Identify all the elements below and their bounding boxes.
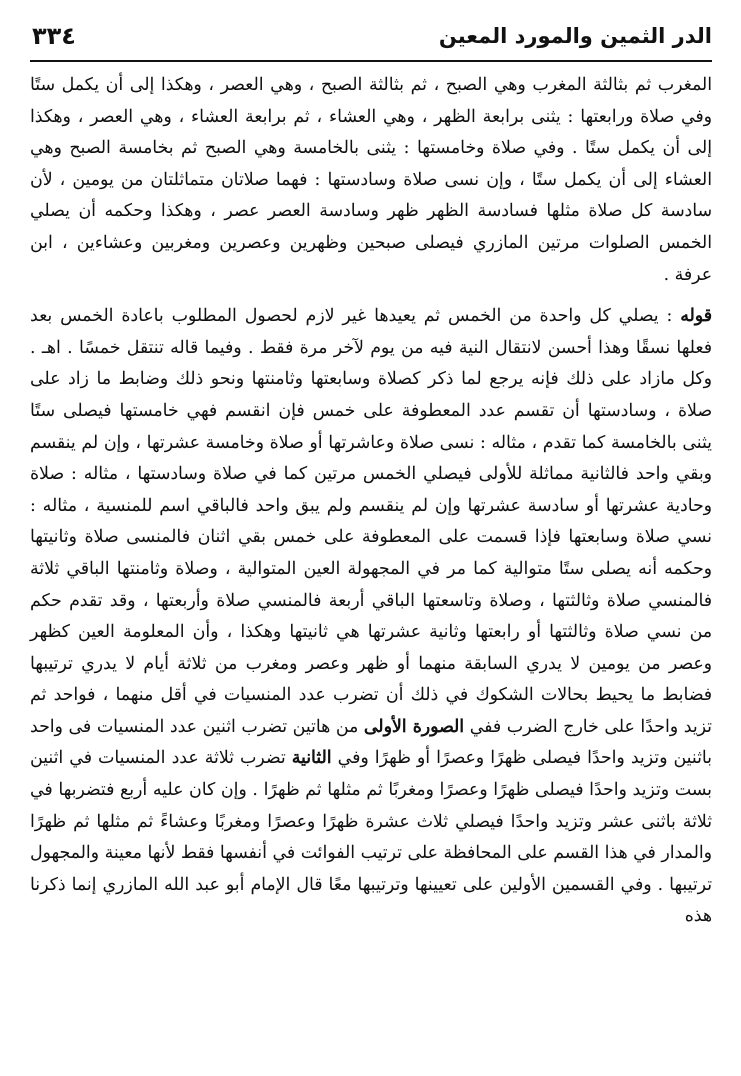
paragraph-1: المغرب ثم بثالثة المغرب وهي الصبح ، ثم بثالثة الصبح ، وهي العصر ، وهكذا إلى أن يكمل ستًا وفي صلاة ورابعتها : يثنى برابعة الظهر ، وهي العشاء ، ثم برابعة العشاء ، وهي العصر ، وهكذا إلى أن يكمل ستًا . وفي صلاة وخامستها : يثنى بالخامسة وهي الصبح ثم بخامسة الصبح وهي العشاء إلى أن يكمل ستًا ، وإن نسى صلاة وسادستها : فهما صلاتان متماثلتان من يومين ، لأن سادسة كل صلاة مثلها فسادسة الظهر ظهر وسادسة العصر عصر ، وهكذا وحكمه أن يصلي الخمس الصلوات مرتين المازري فيصلى صبحين وظهرين وعصرين ومغربين وعشاءين ، ابن عرفة . — [30, 75, 712, 285]
bold-term-second-form: الثانية — [291, 748, 332, 769]
page-number: ٣٣٤ — [32, 22, 76, 50]
book-page — [30, 22, 712, 1052]
bold-term-first-form: الصورة الأولى — [363, 716, 465, 737]
paragraph-2-text-c: تضرب ثلاثة عدد المنسيات في اثنين بست وتزيد واحدًا فيصلى ظهرًا وعصرًا ومغربًا ثم مثلها ثم ظهرًا . وإن كان عليه أربع فتضربها في ثلاثة باثنى عشر وتزيد واحدًا فيصلي ثلاث عشرة ظهرًا وعصرًا ومغربًا وعشاءً ثم مثلها ثم ظهرًا والمدار في هذا القسم على المحافظة على ترتيب الفوائت في أنفسها فقط لأنها معينة والمجهول ترتيبها . وفي القسمين الأولين على تعيينها وترتيبها معًا قال الإمام أبو عبد الله المازري إنما ذكرنا هذه — [30, 748, 712, 927]
paragraph-2 — [30, 301, 712, 933]
paragraph-lead-word: قوله — [680, 306, 712, 327]
paragraph-2-text-a: : يصلي كل واحدة من الخمس ثم يعيدها غير لازم لحصول المطلوب باعادة الخمس بعد فعلها نسقًا وهذا أحسن لانتقال النية فيه من يوم لآخر مرة فقط . وفيما قاله تنتقل خمسًا . اهـ . وكل مازاد على ذلك فإنه يرجع لما ذكر كصلاة وسابعتها وثامنتها ونحو ذلك وضابط ما زاد على صلاة ، وسادستها أن تقسم عدد المعطوفة على خمس فإن انقسم فهي خامستها فيصلى ستًا يثنى بالخامسة كما تقدم ، مثاله : نسى صلاة وعاشرتها أو صلاة وخامسة عشرتها ، وإن لم ينقسم وبقي واحد فالثانية مماثلة للأولى فيصلي الخمس مرتين كما في صلاة وسادستها ، مثاله : صلاة وحادية عشرتها أو سادسة عشرتها وإن لم ينقسم ولم يبق واحد فالباقي اسم للمنسية ، مثاله : نسي صلاة وسابعتها فإذا قسمت على المعطوفة على خمس بقي اثنان فالمنسى صلاة وثانيتها وحكمه أنه يصلى ستًا متوالية كما مر في المجهولة العين المتوالية ، وصلاة وثامنتها الباقي ثلاثة فالمنسي صلاة وثالثتها ، وصلاة وتاسعتها الباقي أربعة فالمنسي صلاة وأربعتها ، وقد تقدم حكم من نسي صلاة وثالثتها أو رابعتها وثانية عشرتها هي ثانيتها وهكذا ، وأن المعلومة العين كظهر وعصر من يومين لا يدري السابقة منهما أو ظهر وعصر ومغرب من ثلاثة أيام لا يدري ترتيبها فضابط ما يحيط بحالات الشكوك في ذلك أن تضرب عدد المنسيات في أقل منهما ، فواحد ثم تزيد واحدًا على خارج الضرب ففي — [30, 306, 712, 737]
page-header — [30, 22, 712, 62]
running-title: الدر الثمين والمورد المعين — [438, 24, 712, 48]
paragraph-2-text-b: من هاتين تضرب اثنين عدد المنسيات فى واحد باثنين وتزيد واحدًا فيصلى ظهرًا وعصرًا أو ظهرًا وفي — [30, 716, 712, 769]
page-body — [30, 70, 712, 933]
